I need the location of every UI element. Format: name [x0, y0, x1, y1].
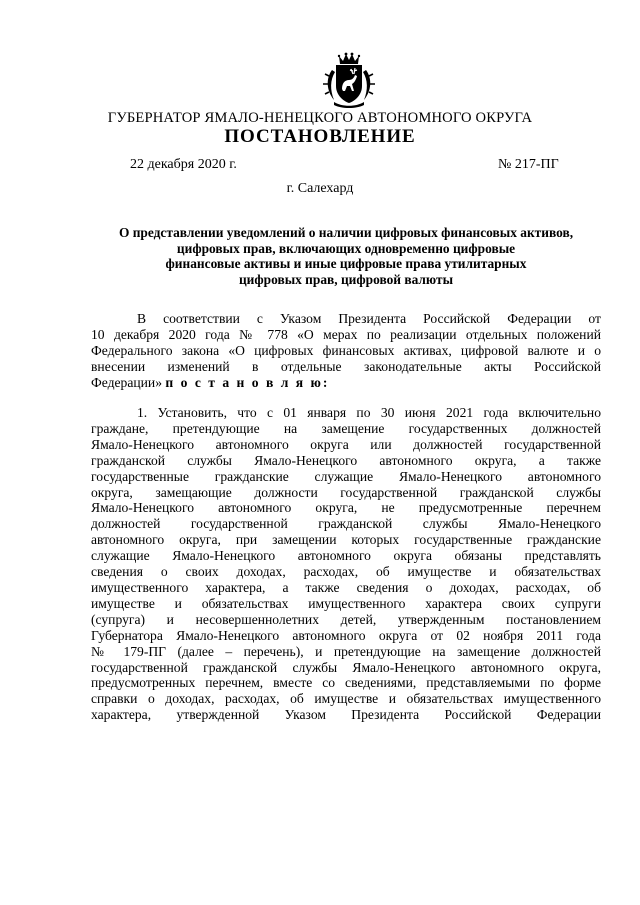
text-line: внесении изменений в отдельные законодательные акты Российской [91, 358, 601, 374]
subject-line: цифровых прав, включающих одновременно цифровые [176, 240, 516, 256]
text-line-end: Федерации» [91, 374, 162, 390]
text-line: Ямало-Ненецкого автономного округа, не предусмотренные перечнем [91, 500, 601, 516]
document-number: № 217-ПГ [498, 157, 559, 172]
text-line: (супруга) и несовершеннолетних детей, утвержденным постановлением [91, 611, 601, 627]
subject-line: финансовые активы и иные цифровые права утилитарных [165, 256, 527, 272]
text-line: имущественного характера, а также сведения о доходах, расходах, об [91, 579, 601, 595]
text-line: имуществе и обязательствах имущественного характера своих супруги [91, 595, 601, 611]
text-line: Федерального закона «О цифровых финансовых активах, цифровой валюте и о [91, 342, 601, 358]
text-line: характера, утвержденной Указом Президента Российской Федерации [91, 707, 601, 723]
text-line: предусмотренных перечнем, вместе со сведениями, представляемыми по форме [91, 675, 601, 691]
text-line: 1. Установить, что с 01 января по 30 июня 2021 года включительно [137, 405, 601, 420]
text-line: гражданской службы Ямало-Ненецкого автономного округа, а также [91, 452, 601, 468]
text-line: В соответствии с Указом Президента Российской Федерации от [137, 311, 601, 326]
document-city: г. Салехард [286, 181, 354, 196]
text-line: граждане, претендующие на замещение государственных должностей [91, 420, 601, 436]
text-line: сведения о своих доходах, расходах, об имуществе и обязательствах [91, 564, 601, 580]
text-line: округа, замещающие должности государственной гражданской службы [91, 484, 601, 500]
text-line: 10 декабря 2020 года № 778 «О мерах по реализации отдельных положений [91, 326, 601, 342]
document-type-title: ПОСТАНОВЛЕНИЕ [224, 126, 416, 147]
preamble-paragraph [91, 311, 601, 391]
paragraph-1 [91, 405, 601, 723]
coat-of-arms-icon [322, 52, 376, 108]
document-date: 22 декабря 2020 г. [130, 157, 237, 172]
text-line: Ямало-Ненецкого автономного округа или должностей государственной [91, 436, 601, 452]
governor-title: ГУБЕРНАТОР ЯМАЛО-НЕНЕЦКОГО АВТОНОМНОГО ОКРУГА [107, 110, 533, 126]
text-line: должностей государственной гражданской службы Ямало-Ненецкого [91, 516, 601, 532]
text-line [91, 375, 601, 391]
text-line: Губернатора Ямало-Ненецкого автономного округа от 02 ноября 2011 года [91, 627, 601, 643]
text-line: государственной гражданской службы Ямало-Ненецкого автономного округа, [91, 659, 601, 675]
text-line: автономного округа, при замещении которых государственные гражданские [91, 532, 601, 548]
text-line: справки о доходах, расходах, об имуществе и обязательствах имущественного [91, 691, 601, 707]
text-line: № 179-ПГ (далее – перечень), и претендующие на замещение должностей [91, 643, 601, 659]
document-subject [86, 225, 606, 287]
text-line: государственные гражданские служащие Ямало-Ненецкого автономного [91, 468, 601, 484]
text-line: служащие Ямало-Ненецкого автономного округа обязаны представлять [91, 548, 601, 564]
resolve-word: п о с т а н о в л я ю: [165, 374, 330, 390]
subject-line: цифровых прав, цифровой валюты [238, 271, 454, 287]
subject-line: О представлении уведомлений о наличии цифровых финансовых активов, [118, 225, 574, 240]
